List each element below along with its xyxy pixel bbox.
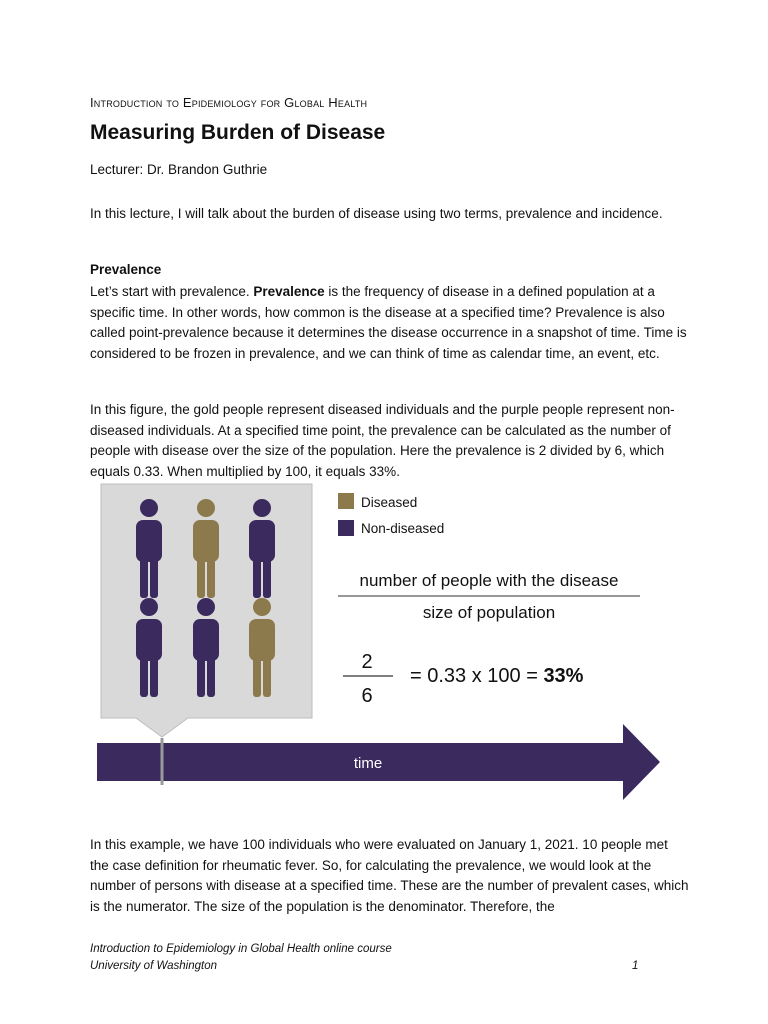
- legend-diseased-swatch: [338, 493, 354, 509]
- intro-paragraph: In this lecture, I will talk about the burden of disease using two terms, prevalence and incidence.: [90, 206, 663, 221]
- prevalence-bold-term: Prevalence: [253, 284, 325, 299]
- legend-nondiseased-label: Non-diseased: [361, 521, 445, 536]
- formula-denominator: size of population: [422, 603, 556, 622]
- fraction-denominator: 6: [361, 685, 373, 707]
- legend-diseased-label: Diseased: [361, 495, 418, 510]
- legend-nondiseased-swatch: [338, 520, 354, 536]
- equation-expression: = 0.33 x 100 =: [410, 665, 544, 687]
- prevalence-paragraph: [90, 282, 690, 364]
- prevalence-text-start: Let’s start with prevalence.: [90, 284, 254, 299]
- lecturer-line: Lecturer: Dr. Brandon Guthrie: [90, 162, 268, 177]
- prevalence-figure: [0, 480, 768, 810]
- page-title: Measuring Burden of Disease: [90, 121, 386, 144]
- figure-paragraph: In this figure, the gold people represent diseased individuals and the purple people represent non-diseased individuals. At a specified time point, the prevalence can be calculated as the number of people with disease over the size of the population. Here the prevalence is 2 divided by 6, which equals 0.33. When multiplied by 100, it equals 33%.: [90, 402, 675, 479]
- equation-text: [410, 665, 584, 687]
- formula-numerator: number of people with the disease: [359, 571, 619, 590]
- prevalence-text-rest: is the frequency of disease in a defined population at a specific time. In other words, how common is the disease at a specified time? Prevalence is also called point-prevalence because it determines the disease occurrence in a snapshot of time. Time is considered to be frozen in prevalence, and we can think of time as calendar time, an event, etc.: [90, 284, 687, 361]
- equation-result: 33%: [543, 665, 584, 687]
- fraction-numerator: 2: [361, 651, 373, 673]
- page-number: 1: [632, 960, 639, 972]
- prevalence-heading: Prevalence: [90, 262, 162, 277]
- example-paragraph: In this example, we have 100 individuals who were evaluated on January 1, 2021. 10 people met the case definition for rheumatic fever. So, for calculating the prevalence, we would look at the number of persons with disease at a specified time. These are the number of prevalent cases, which is the numerator. The size of the population is the denominator. Therefore, the: [90, 837, 689, 914]
- footer-course: Introduction to Epidemiology in Global Health online course: [90, 943, 392, 955]
- footer-university: University of Washington: [90, 960, 217, 972]
- time-label: time: [353, 755, 383, 772]
- course-title: Introduction to Epidemiology for Global Health: [90, 95, 368, 110]
